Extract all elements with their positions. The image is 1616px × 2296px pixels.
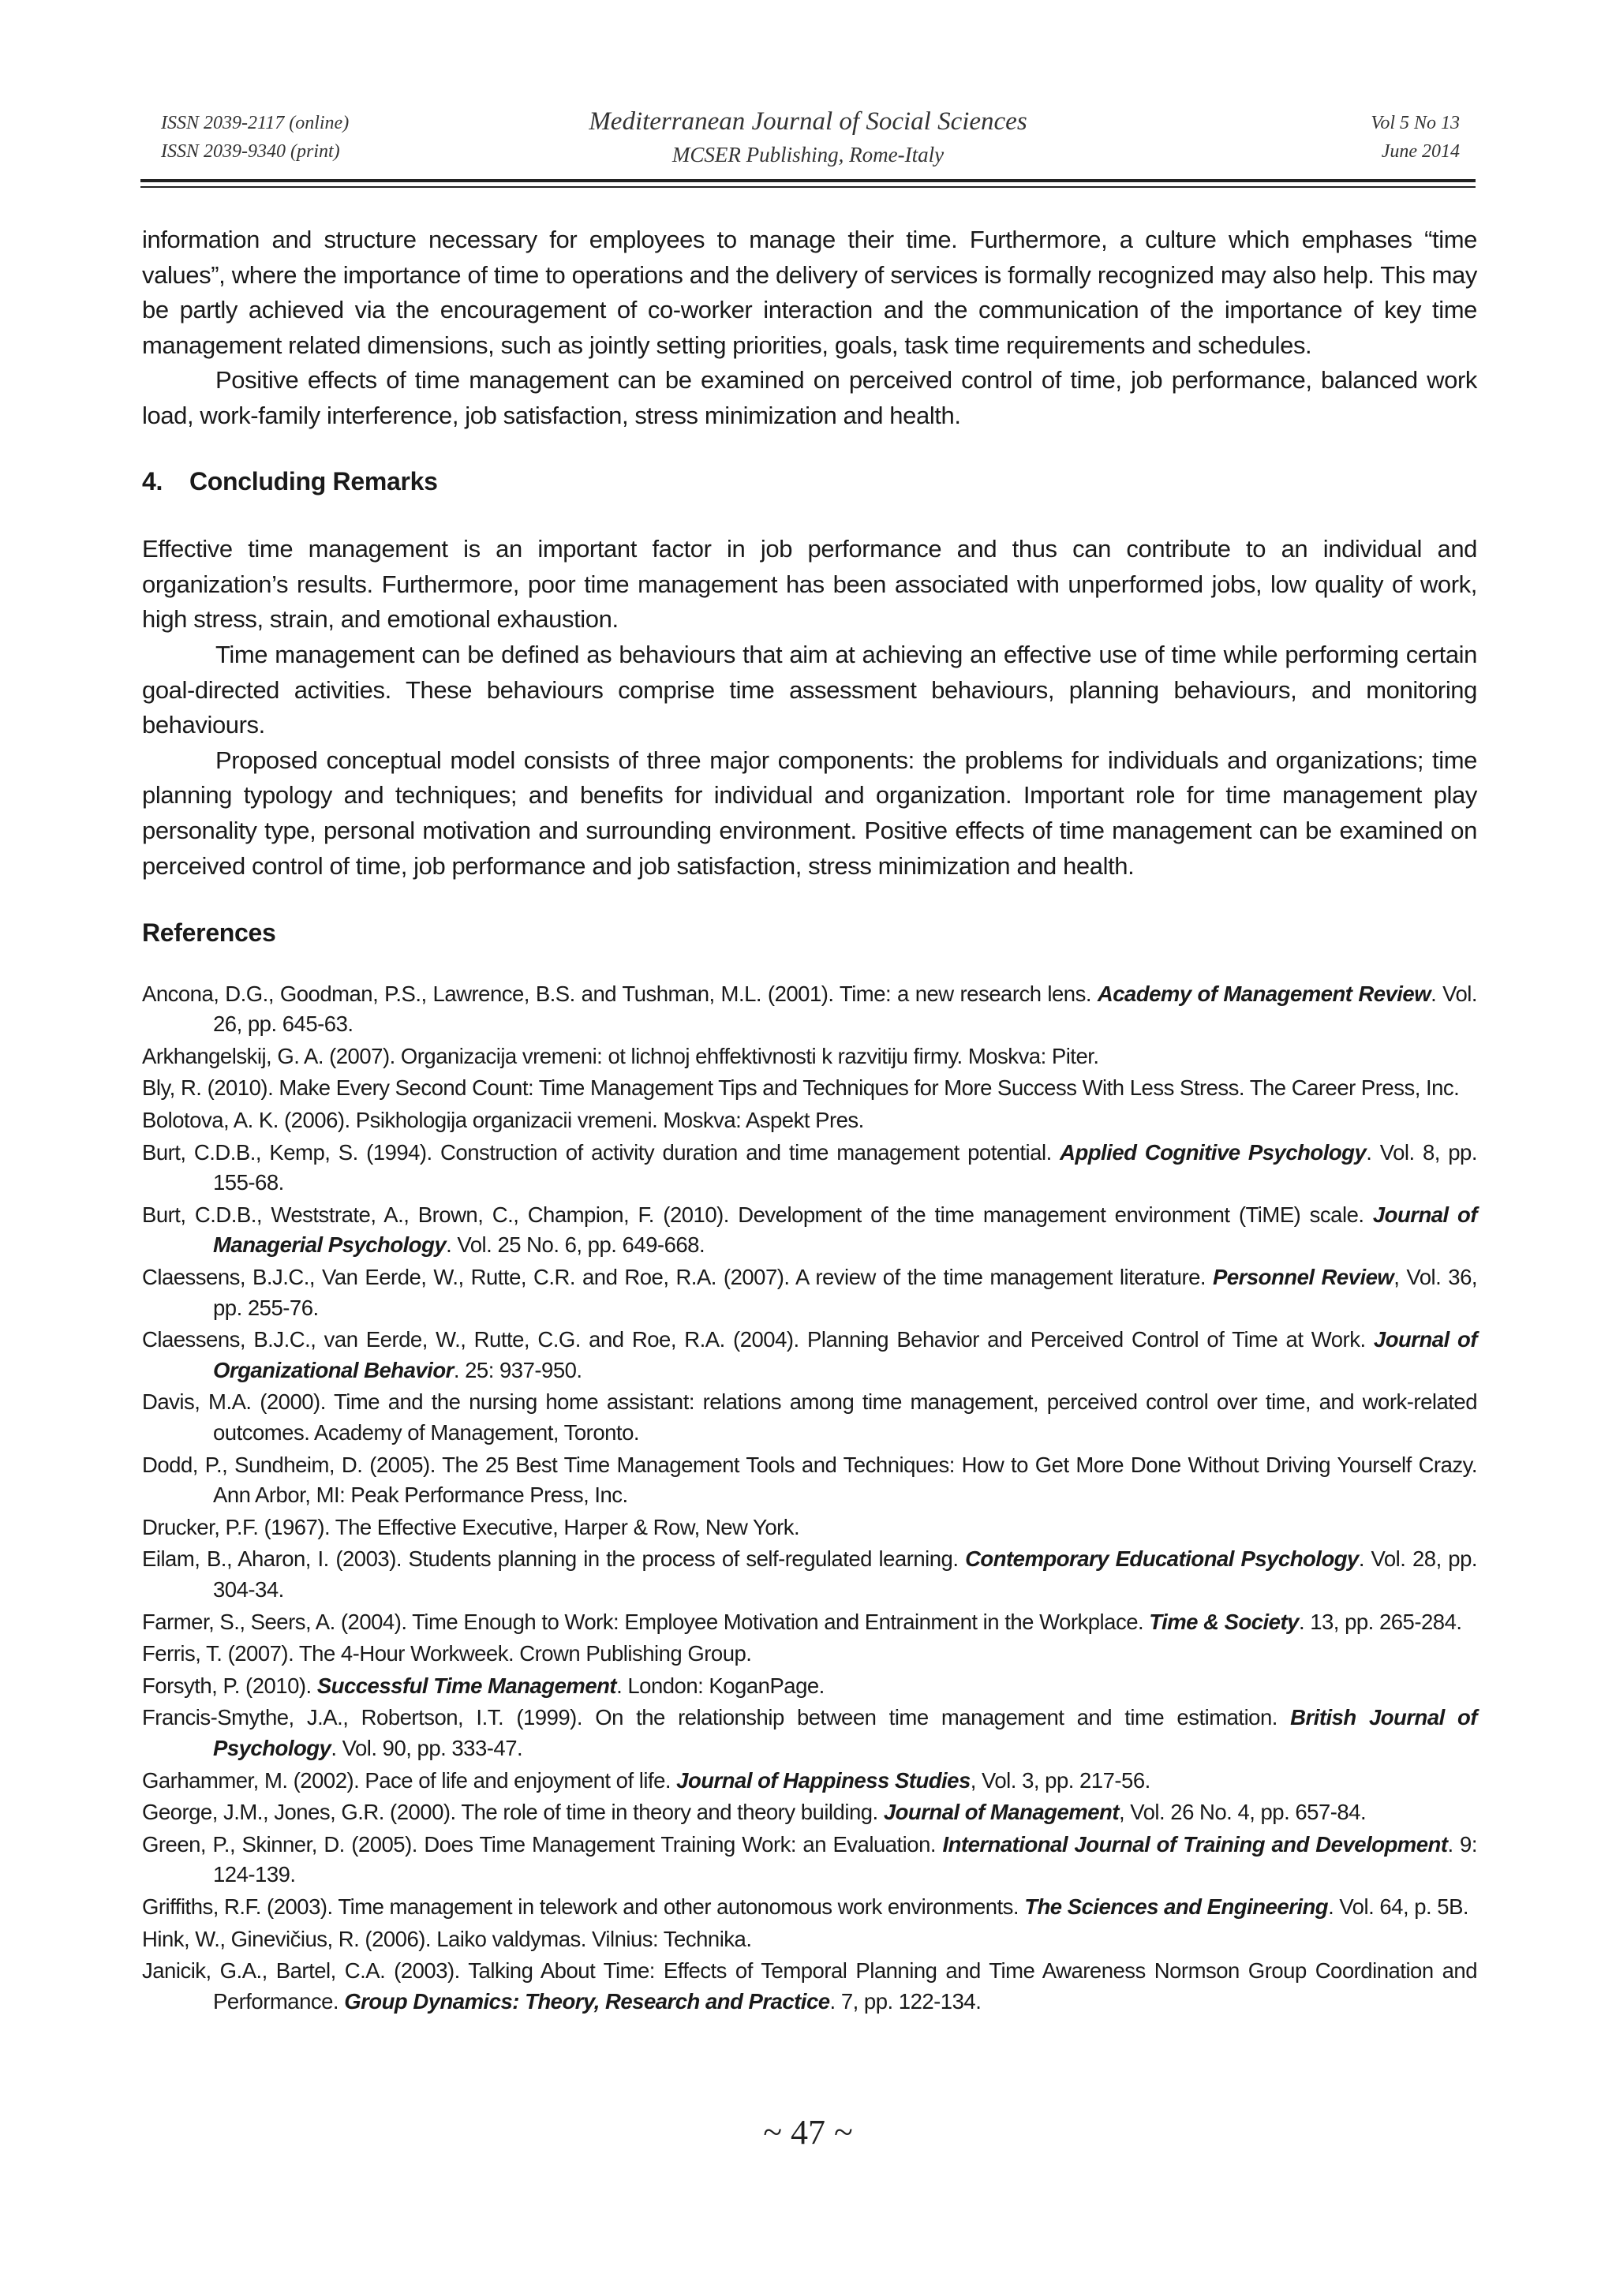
reference-item: Garhammer, M. (2002). Pace of life and enjoyment of life. Journal of Happiness Studies, Vol. 3, pp. 217-56. xyxy=(142,1767,1150,1793)
reference-item: Eilam, B., Aharon, I. (2003). Students planning in the process of self-regulated learning. Contemporary Educational Psychology. Vol. 28, pp. 304-34. xyxy=(142,1546,1477,1602)
reference-item: Hink, W., Ginevičius, R. (2006). Laiko valdymas. Vilnius: Technika. xyxy=(142,1926,752,1951)
header-rule-thin xyxy=(140,186,1476,188)
reference-item: Claessens, B.J.C., van Eerde, W., Rutte, C.G. and Roe, R.A. (2004). Planning Behavior and Perceived Control of Time at Work. Journal of Organizational Behavior. 25: 937-950. xyxy=(142,1327,1478,1382)
reference-item: Francis-Smythe, J.A., Robertson, I.T. (1999). On the relationship between time management and time estimation. British Journal of Psychology. Vol. 90, pp. 333-47. xyxy=(142,1705,1477,1760)
reference-item: Farmer, S., Seers, A. (2004). Time Enough to Work: Employee Motivation and Entrainment in the Workplace. Time & Society. 13, pp. 265-284. xyxy=(142,1609,1462,1634)
reference-item: Forsyth, P. (2010). Successful Time Management. London: KoganPage. xyxy=(142,1673,825,1698)
section-title: Concluding Remarks xyxy=(189,466,438,495)
page-number: ~ 47 ~ xyxy=(763,2113,853,2152)
reference-item: Bolotova, A. K. (2006). Psikhologija organizacii vremeni. Moskva: Aspekt Pres. xyxy=(142,1108,864,1133)
issn-online: ISSN 2039-2117 (online) xyxy=(161,113,350,133)
issn-print: ISSN 2039-9340 (print) xyxy=(161,141,340,162)
reference-item: Arkhangelskij, G. A. (2007). Organizacija vremeni: ot lichnoj ehffektivnosti k razvitiju firmy. Moskva: Piter. xyxy=(142,1043,1099,1068)
section-heading xyxy=(142,464,1477,499)
reference-item: Davis, M.A. (2000). Time and the nursing home assistant: relations among time management, perceived control over time, and work-related outcomes. Academy of Management, Toronto. xyxy=(142,1389,1477,1445)
reference-item: Ancona, D.G., Goodman, P.S., Lawrence, B.S. and Tushman, M.L. (2001). Time: a new research lens. Academy of Management Review. Vol. 26, pp. 645-63. xyxy=(142,981,1478,1037)
reference-item: Bly, R. (2010). Make Every Second Count: Time Management Tips and Techniques for More Success With Less Stress. The Career Press, Inc. xyxy=(142,1075,1460,1101)
reference-item: Drucker, P.F. (1967). The Effective Executive, Harper & Row, New York. xyxy=(142,1514,800,1539)
body-paragraph: information and structure necessary for employees to manage their time. Furthermore, a culture which emphases “time values”, where the importance of time to operations and the delivery of services is formally recognized may also help. This may be partly achieved via the encouragement of co-worker interaction and the communication of the importance of key time management related dimensions, such as jointly setting priorities, goals, task time requirements and schedules. xyxy=(142,226,1477,359)
references-heading: References xyxy=(142,918,276,948)
volume-issue: Vol 5 No 13 xyxy=(1371,113,1460,133)
reference-item: Janicik, G.A., Bartel, C.A. (2003). Talking About Time: Effects of Temporal Planning and Time Awareness Normson Group Coordination and Performance. Group Dynamics: Theory, Research and Practice. 7, pp. 122-134. xyxy=(142,1958,1477,2014)
body-paragraph: Proposed conceptual model consists of three major components: the problems for individuals and organizations; time planning typology and techniques; and benefits for individual and organization. Important role for time management play personality type, personal motivation and surrounding environment. Positive effects of time management can be examined on perceived control of time, job performance and job satisfaction, stress minimization and health. xyxy=(142,746,1477,880)
running-header xyxy=(140,104,1476,177)
publisher: MCSER Publishing, Rome-Italy xyxy=(671,143,945,166)
reference-item: Dodd, P., Sundheim, D. (2005). The 25 Best Time Management Tools and Techniques: How to Get More Done Without Driving Yourself Crazy. Ann Arbor, MI: Peak Performance Press, Inc. xyxy=(142,1452,1477,1508)
reference-item: George, J.M., Jones, G.R. (2000). The role of time in theory and theory building. Journal of Management, Vol. 26 No. 4, pp. 657-84. xyxy=(142,1800,1367,1825)
reference-item: Burt, C.D.B., Weststrate, A., Brown, C., Champion, F. (2010). Development of the time management environment (TiME) scale. Journal of Managerial Psychology. Vol. 25 No. 6, pp. 649-668. xyxy=(142,1202,1478,1258)
reference-item: Ferris, T. (2007). The 4-Hour Workweek. Crown Publishing Group. xyxy=(142,1641,752,1666)
body-paragraph: Effective time management is an important factor in job performance and thus can contribute to an individual and organization’s results. Furthermore, poor time management has been associated with unperformed jobs, low quality of work, high stress, strain, and emotional exhaustion. xyxy=(142,535,1477,634)
body-paragraph: Time management can be defined as behaviours that aim at achieving an effective use of time while performing certain goal-directed activities. These behaviours comprise time assessment behaviours, planning behaviours, and monitoring behaviours. xyxy=(142,640,1477,739)
page-content xyxy=(142,222,1477,2018)
body-paragraph: Positive effects of time management can be examined on perceived control of time, job performance, balanced work load, work-family interference, job satisfaction, stress minimization and health. xyxy=(142,366,1477,429)
journal-title: Mediterranean Journal of Social Sciences xyxy=(589,107,1027,136)
reference-item: Green, P., Skinner, D. (2005). Does Time Management Training Work: an Evaluation. International Journal of Training and Development. 9: 124-139. xyxy=(142,1831,1477,1887)
journal-block xyxy=(140,104,1476,170)
reference-item: Griffiths, R.F. (2003). Time management in telework and other autonomous work environments. The Sciences and Engineering. Vol. 64, p. 5B. xyxy=(142,1894,1469,1919)
issue-block xyxy=(1371,109,1460,166)
section-number: 4. xyxy=(142,466,163,495)
reference-item: Claessens, B.J.C., Van Eerde, W., Rutte, C.R. and Roe, R.A. (2007). A review of the time management literature. Personnel Review, Vol. 36, pp. 255-76. xyxy=(142,1265,1478,1320)
reference-list xyxy=(142,979,1477,2017)
issue-date: June 2014 xyxy=(1381,141,1460,162)
reference-item: Burt, C.D.B., Kemp, S. (1994). Construction of activity duration and time management potential. Applied Cognitive Psychology. Vol. 8, pp. 155-68. xyxy=(142,1139,1477,1195)
header-rule-thick xyxy=(140,179,1476,182)
